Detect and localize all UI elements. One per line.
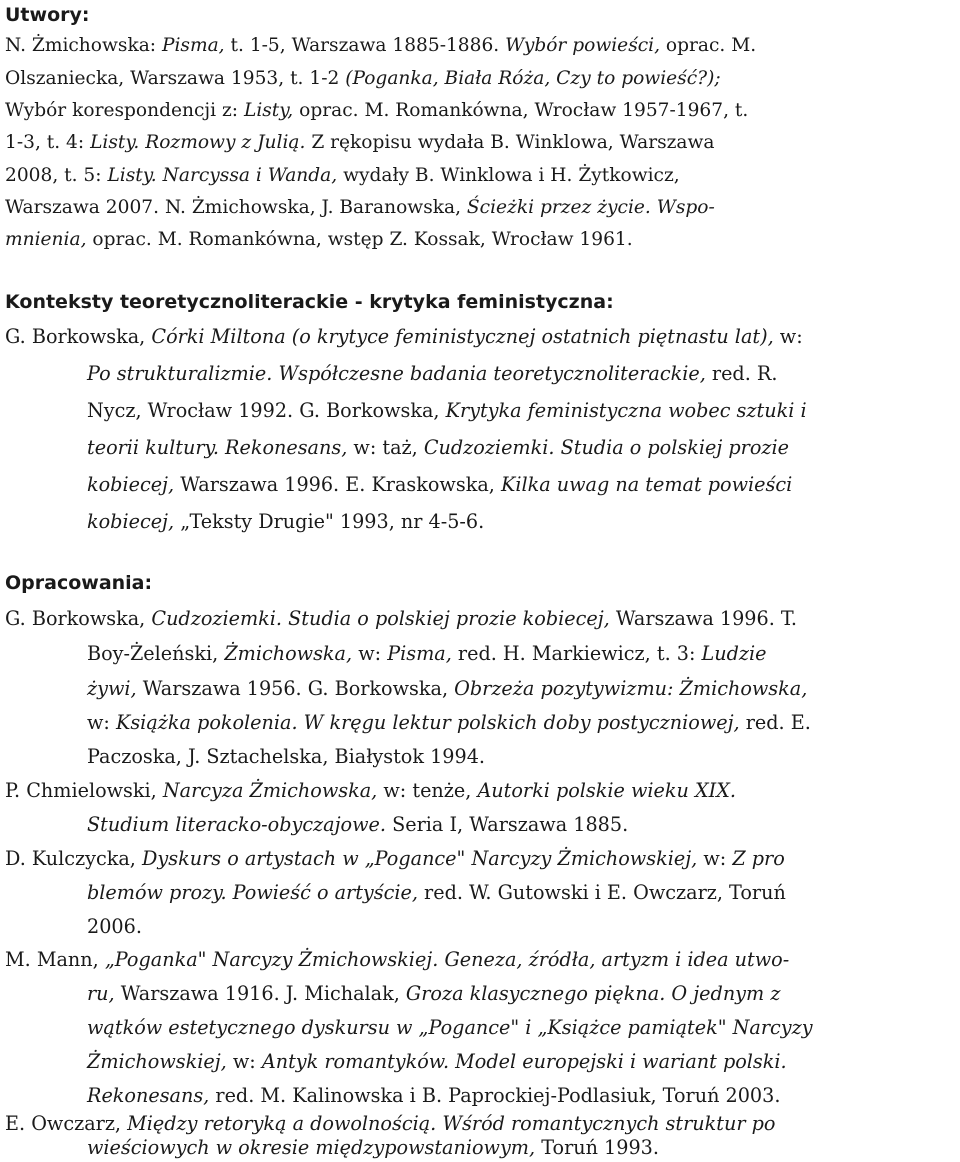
text-run: t. 1-5, Warszawa 1885-1886. bbox=[224, 35, 506, 56]
text-run: w: bbox=[87, 711, 116, 734]
italic-text: Autorki polskie wieku XIX. bbox=[477, 779, 736, 802]
text-run: red. R. bbox=[705, 362, 778, 385]
text-line bbox=[5, 607, 797, 631]
italic-text: Listy. Narcyssa i Wanda, bbox=[107, 165, 338, 186]
italic-text: Z pro bbox=[732, 847, 785, 870]
text-line bbox=[5, 779, 736, 803]
text-run: G. Borkowska, bbox=[5, 607, 152, 630]
italic-text: Narcyza Żmichowska, bbox=[162, 779, 378, 802]
text-run: w: bbox=[697, 847, 733, 870]
text-line bbox=[87, 510, 484, 534]
italic-text: Ścieżki przez życie. Wspo- bbox=[466, 197, 715, 218]
text-run: Warszawa 1996. T. bbox=[609, 607, 797, 630]
italic-text: Rekonesans, bbox=[87, 1084, 210, 1107]
text-line bbox=[87, 915, 142, 939]
italic-text: Między retoryką a dowolnością. Wśród romantycznych struktur po bbox=[127, 1112, 776, 1135]
text-line bbox=[87, 399, 807, 423]
text-run: Boy-Żeleński, bbox=[87, 642, 225, 665]
text-line bbox=[87, 711, 811, 735]
text-line bbox=[5, 67, 721, 91]
italic-text: Listy. Rozmowy z Julią. bbox=[90, 132, 306, 153]
italic-text: (Poganka, Biała Róża, Czy to powieść?); bbox=[345, 68, 721, 89]
text-run: D. Kulczycka, bbox=[5, 847, 143, 870]
text-line bbox=[87, 745, 485, 769]
italic-text: Książka pokolenia. W kręgu lektur polskich doby postyczniowej, bbox=[116, 711, 740, 734]
italic-text: Studium literacko-obyczajowe. bbox=[87, 813, 386, 836]
text-run: N. Żmichowska: bbox=[5, 35, 162, 56]
text-run: oprac. M. Romankówna, Wrocław 1957-1967, t. bbox=[293, 100, 749, 121]
italic-text: Antyk romantyków. Model europejski i wariant polski. bbox=[261, 1050, 787, 1073]
text-run: w: bbox=[352, 642, 388, 665]
italic-text: Po strukturalizmie. Współczesne badania teoretycznoliterackie, bbox=[87, 362, 706, 385]
text-run: red. W. Gutowski i E. Owczarz, Toruń bbox=[417, 881, 786, 904]
text-run: w: tenże, bbox=[377, 779, 478, 802]
text-run: Seria I, Warszawa 1885. bbox=[386, 813, 629, 836]
text-run: P. Chmielowski, bbox=[5, 779, 163, 802]
italic-text: żywi, bbox=[87, 677, 137, 700]
italic-text: wieściowych w okresie międzypowstaniowym, bbox=[87, 1136, 536, 1159]
text-run: Warszawa 1996. E. Kraskowska, bbox=[174, 473, 501, 496]
text-run: Warszawa 1956. G. Borkowska, bbox=[136, 677, 455, 700]
text-line bbox=[87, 1084, 780, 1108]
italic-text: teorii kultury. Rekonesans, bbox=[87, 436, 348, 459]
text-run: red. M. Kalinowska i B. Paprockiej-Podlasiuk, Toruń 2003. bbox=[209, 1084, 781, 1107]
italic-text: Córki Miltona (o krytyce feministycznej ostatnich piętnastu lat), bbox=[151, 325, 774, 348]
text-run: w: taż, bbox=[347, 436, 424, 459]
text-run: „Teksty Drugie" 1993, nr 4-5-6. bbox=[174, 510, 485, 533]
italic-text: Obrzeża pozytywizmu: Żmichowska, bbox=[454, 677, 808, 700]
text-run: 2008, t. 5: bbox=[5, 165, 108, 186]
italic-text: mnienia, bbox=[5, 229, 87, 250]
heading-konteksty: Konteksty teoretycznoliterackie - krytyka feministyczna: bbox=[5, 291, 614, 313]
text-run: w: bbox=[226, 1050, 262, 1073]
text-run: Olszaniecka, Warszawa 1953, t. 1-2 bbox=[5, 68, 346, 89]
text-run: Wybór korespondencji z: bbox=[5, 100, 244, 121]
text-line bbox=[5, 1112, 775, 1136]
text-run: oprac. M. Romankówna, wstęp Z. Kossak, Wrocław 1961. bbox=[86, 229, 633, 250]
text-run: Paczoska, J. Sztachelska, Białystok 1994. bbox=[87, 745, 486, 768]
text-line bbox=[87, 881, 786, 905]
text-run: Toruń 1993. bbox=[535, 1136, 659, 1159]
text-line bbox=[87, 677, 807, 701]
italic-text: blemów prozy. Powieść o artyście, bbox=[87, 881, 418, 904]
text-run: w: bbox=[773, 325, 803, 348]
text-line bbox=[87, 1136, 659, 1160]
italic-text: ru, bbox=[87, 982, 115, 1005]
heading-utwory: Utwory: bbox=[5, 4, 90, 26]
text-run: G. Borkowska, bbox=[5, 325, 152, 348]
italic-text: Wybór powieści, bbox=[505, 35, 661, 56]
text-run: M. Mann, bbox=[5, 948, 105, 971]
italic-text: Groza klasycznego piękna. O jednym z bbox=[405, 982, 781, 1005]
italic-text: Listy, bbox=[243, 100, 294, 121]
italic-text: Kilka uwag na temat powieści bbox=[500, 473, 793, 496]
italic-text: Pisma, bbox=[387, 642, 452, 665]
italic-text: Dyskurs o artystach w „Pogance" Narcyzy Żmichowskiej, bbox=[142, 847, 698, 870]
text-line bbox=[87, 362, 777, 386]
heading-opracowania: Opracowania: bbox=[5, 572, 153, 594]
text-line bbox=[5, 948, 789, 972]
text-line bbox=[87, 813, 628, 837]
italic-text: wątków estetycznego dyskursu w „Pogance" i „Książce pamiątek" Narcyzy bbox=[87, 1016, 813, 1039]
italic-text: Pisma, bbox=[161, 35, 225, 56]
text-line bbox=[5, 164, 680, 188]
text-run: oprac. M. bbox=[660, 35, 757, 56]
italic-text: Ludzie bbox=[701, 642, 767, 665]
text-line bbox=[87, 1050, 787, 1074]
text-line bbox=[5, 325, 803, 349]
text-line bbox=[87, 1016, 813, 1040]
italic-text: kobiecej, bbox=[87, 510, 175, 533]
text-line bbox=[87, 473, 792, 497]
text-run: wydały B. Winklowa i H. Żytkowicz, bbox=[337, 165, 680, 186]
text-line bbox=[5, 34, 756, 58]
italic-text: Żmichowskiej, bbox=[87, 1050, 227, 1073]
italic-text: Żmichowska, bbox=[224, 642, 353, 665]
text-run: E. Owczarz, bbox=[5, 1112, 128, 1135]
text-line bbox=[5, 131, 715, 155]
text-run: Warszawa 2007. N. Żmichowska, J. Baranowska, bbox=[5, 197, 467, 218]
text-line bbox=[5, 228, 633, 252]
italic-text: „Poganka" Narcyzy Żmichowskiej. Geneza, źródła, artyzm i idea utwo- bbox=[104, 948, 790, 971]
italic-text: Cudzoziemki. Studia o polskiej prozie kobiecej, bbox=[151, 607, 610, 630]
text-run: 2006. bbox=[87, 915, 142, 938]
text-line bbox=[87, 982, 780, 1006]
text-run: 1-3, t. 4: bbox=[5, 132, 91, 153]
text-run: Z rękopisu wydała B. Winklowa, Warszawa bbox=[305, 132, 715, 153]
text-line bbox=[5, 847, 785, 871]
text-line bbox=[5, 99, 748, 123]
italic-text: Krytyka feministyczna wobec sztuki i bbox=[445, 399, 807, 422]
italic-text: kobiecej, bbox=[87, 473, 175, 496]
text-line bbox=[5, 196, 715, 220]
text-run: Nycz, Wrocław 1992. G. Borkowska, bbox=[87, 399, 446, 422]
text-run: Warszawa 1916. J. Michalak, bbox=[114, 982, 406, 1005]
italic-text: Cudzoziemki. Studia o polskiej prozie bbox=[423, 436, 789, 459]
text-line bbox=[87, 642, 767, 666]
text-line bbox=[87, 436, 789, 460]
text-run: red. E. bbox=[739, 711, 811, 734]
text-run: red. H. Markiewicz, t. 3: bbox=[451, 642, 702, 665]
